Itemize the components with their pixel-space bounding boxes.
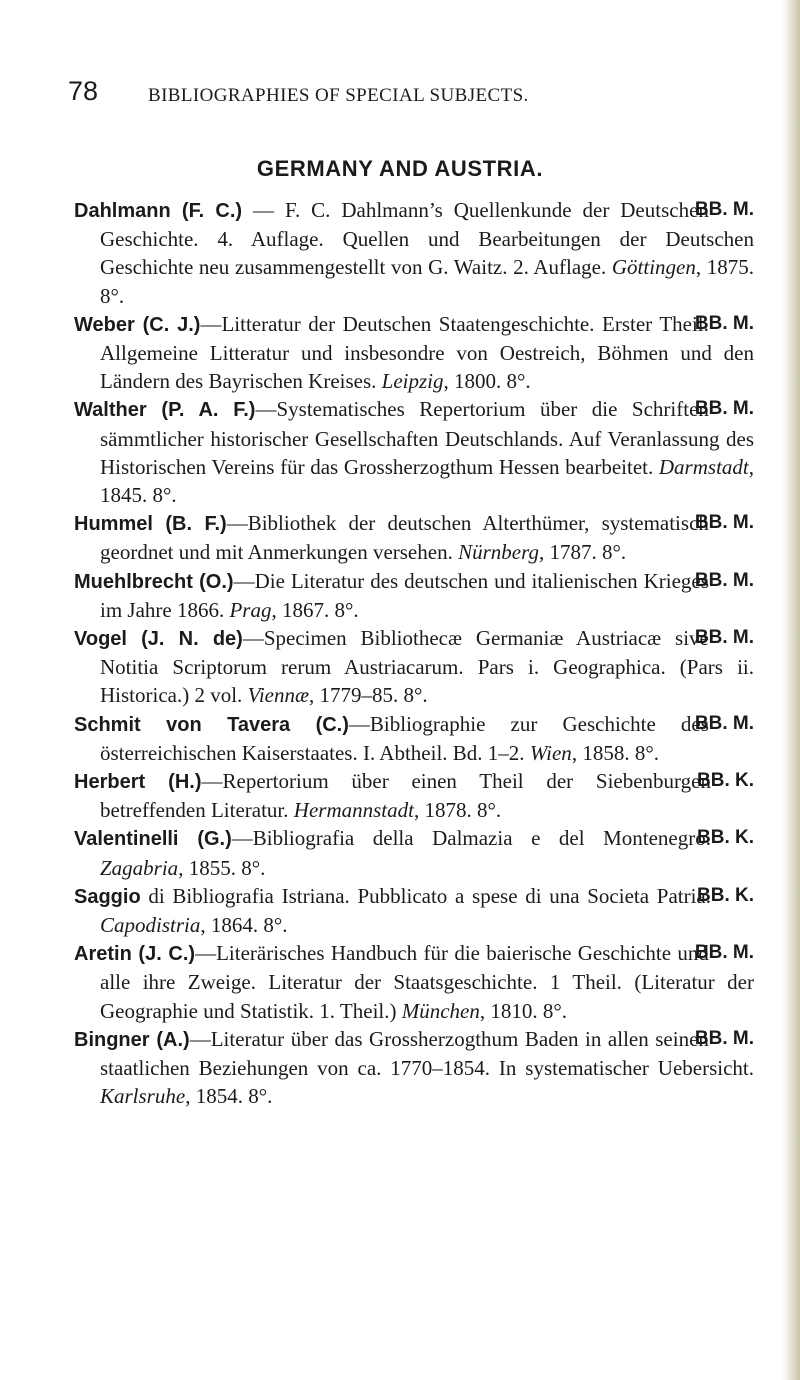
page-header — [68, 74, 748, 114]
library-mark: BB. M. — [694, 398, 754, 420]
library-mark: BB. K. — [697, 884, 754, 906]
bibliography-entry — [74, 395, 754, 509]
library-mark: BB. M. — [694, 199, 754, 220]
entry-text: —Literatur über das Grossherzogthum Baden in allen seinen staatlichen Beziehungen von ca. 1770–1854. In systematischer Uebersicht. — [100, 1026, 754, 1081]
bibliography-entry — [74, 509, 754, 566]
entry-imprint: , 1779–85. 8°. — [309, 683, 428, 708]
page-edge-shadow — [782, 0, 800, 1380]
entry-place: Prag — [229, 597, 272, 622]
entry-author: Vogel (J. N. de) — [74, 628, 243, 651]
entry-text: —Bibliothek der deutschen Alterthümer, systematisch geordnet und mit Anmerkungen versehen. — [100, 511, 709, 565]
entry-place: Hermannstadt — [293, 798, 414, 823]
entry-text: —Specimen Bibliothecæ Germaniæ Austriacæ sive Notitia Scriptorum rerum Austriacarum. Pars i. Geographica. (Pars ii. Historica.) 2 vol. — [100, 626, 754, 708]
entry-text: —Literärisches Handbuch für die baierische Geschichte und alle ihre Zweige. Literatur der Staatsgeschichte. 1 Theil. (Literatur der Geographie und Statistik. 1. Theil.) — [100, 941, 754, 1023]
bibliography-entry — [74, 567, 754, 624]
entry-place: Zagabria — [100, 855, 179, 880]
entry-imprint: , 1855. 8°. — [178, 855, 266, 880]
entry-author: Muehlbrecht (O.) — [74, 570, 234, 593]
bibliography-entries — [74, 196, 754, 1111]
entry-author: Bingner (A.) — [74, 1028, 190, 1051]
entry-imprint: , 1878. 8°. — [413, 798, 502, 823]
entry-imprint: , 1810. 8°. — [479, 998, 568, 1023]
library-mark: BB. M. — [694, 712, 754, 734]
entry-imprint: , 1858. 8°. — [571, 740, 659, 765]
entry-author: Walther (P. A. F.) — [74, 399, 256, 422]
entry-text: —Litteratur der Deutschen Staatengeschichte. Erster Theil. Allgemeine Litteratur und insbesondre von Oestreich, Böhmen und den Ländern des Bayrischen Kreises. — [100, 311, 754, 394]
entry-text: di Bibliografia Istriana. Pubblicato a spese di una Societa Patria. — [140, 883, 711, 908]
entry-text: —Repertorium über einen Theil der Siebenburgen betreffenden Literatur. — [100, 769, 711, 823]
library-mark: BB. K. — [697, 827, 754, 849]
bibliography-entry — [74, 939, 754, 1025]
bibliography-entry — [74, 624, 754, 710]
bibliography-entry — [74, 767, 754, 824]
library-mark: BB. M. — [694, 1027, 754, 1049]
running-head: BIBLIOGRAPHIES OF SPECIAL SUBJECTS. — [148, 85, 529, 106]
entry-imprint: , 1800. 8°. — [443, 369, 531, 394]
bibliography-entry — [74, 196, 754, 310]
entry-author: Schmit von Tavera (C.) — [74, 713, 349, 736]
entry-imprint: , 1787. 8°. — [538, 540, 627, 565]
entry-author: Dahlmann (F. C.) — [74, 200, 243, 222]
entry-place: Wien — [529, 740, 572, 765]
entry-imprint: , 1864. 8°. — [200, 913, 288, 938]
bibliography-entry — [74, 824, 754, 881]
entry-place: Nürnberg — [458, 540, 539, 565]
entry-imprint: , 1867. 8°. — [271, 597, 359, 622]
entry-place: Darmstadt — [658, 454, 749, 479]
entry-text: —Systematisches Repertorium über die Schriften sämmtlicher historischer Gesellschaften Deutschlands. Auf Veranlassung des Historischen Vereins für das Grossherzogthum Hessen bearbeitet. — [100, 397, 754, 479]
entry-place: Viennæ — [247, 683, 309, 708]
entry-place: Capodistria — [100, 913, 201, 938]
bibliography-entry — [74, 882, 754, 939]
entry-imprint: , 1854. 8°. — [185, 1084, 273, 1109]
library-mark: BB. M. — [694, 569, 754, 591]
entry-place: München — [401, 998, 480, 1023]
library-mark: BB. K. — [697, 770, 754, 792]
entry-author: Weber (C. J.) — [74, 313, 201, 336]
entry-text: —Bibliografia della Dalmazia e del Montenegro. — [231, 826, 711, 851]
entry-text: —Bibliographie zur Geschichte des österreichischen Kaiserstaates. I. Abtheil. Bd. 1–2. — [100, 711, 709, 765]
bibliography-entry — [74, 1025, 754, 1111]
entry-imprint: , 1845. 8°. — [100, 454, 754, 508]
entry-place: Leipzig — [381, 369, 444, 394]
library-mark: BB. M. — [694, 942, 754, 964]
entry-author: Aretin (J. C.) — [74, 943, 196, 966]
library-mark: BB. M. — [694, 627, 754, 649]
entry-text: —Die Literatur des deutschen und italienischen Krieges im Jahre 1866. — [100, 568, 709, 622]
page-number: 78 — [68, 76, 99, 106]
library-mark: BB. M. — [694, 312, 754, 334]
entry-text: — F. C. Dahlmann’s Quellenkunde der Deutschen Geschichte. 4. Auflage. Quellen und Bearbeitungen der Deutschen Geschichte neu zusammengestellt von G. Waitz. 2. Auflage. — [100, 198, 754, 280]
entry-place: Göttingen — [611, 255, 696, 280]
entry-author: Valentinelli (G.) — [74, 828, 232, 851]
entry-author: Herbert (H.) — [74, 771, 202, 794]
section-title: GERMANY AND AUSTRIA. — [256, 156, 544, 181]
bibliography-entry — [74, 310, 754, 396]
entry-author: Hummel (B. F.) — [74, 513, 227, 536]
library-mark: BB. M. — [694, 512, 754, 534]
entry-author: Saggio — [74, 885, 141, 908]
bibliography-entry — [74, 710, 754, 767]
entry-imprint: , 1875. 8°. — [100, 255, 755, 308]
entry-place: Karlsruhe — [100, 1084, 186, 1109]
